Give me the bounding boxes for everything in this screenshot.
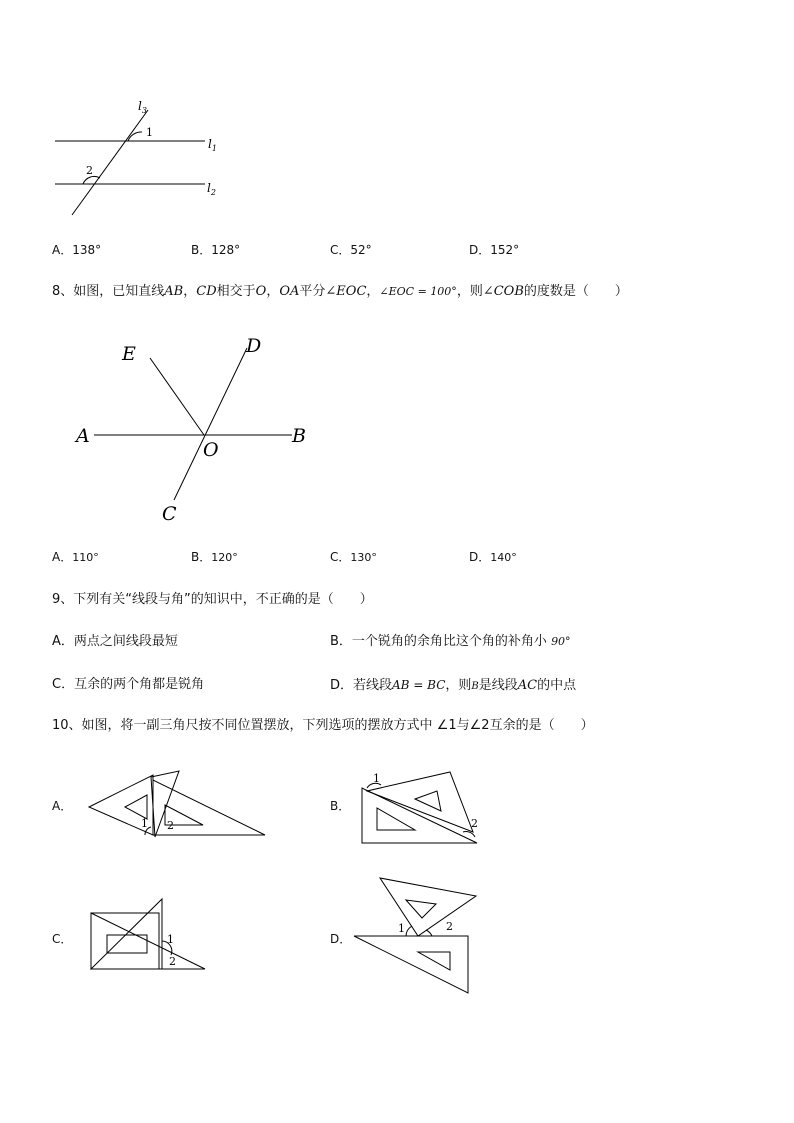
triangle-ruler-30-60 <box>91 913 205 969</box>
triangle-ruler-45 <box>91 899 162 969</box>
label-1: 1 <box>373 772 380 785</box>
label-angle-2: 2 <box>86 164 93 177</box>
triangle-ruler-lower <box>354 936 468 993</box>
label-1: 1 <box>398 922 405 935</box>
q10-option-d-figure[interactable] <box>350 872 480 997</box>
q7-figure <box>50 98 230 218</box>
label-B: B <box>292 425 306 447</box>
q10-option-d-label[interactable]: D． <box>330 932 352 946</box>
label-1: 1 <box>167 933 174 946</box>
label-2: 2 <box>167 819 174 832</box>
q10-option-c-figure[interactable] <box>85 895 215 975</box>
q8-option-d[interactable]: D．140° <box>469 550 517 564</box>
q7-option-a[interactable]: A．138° <box>52 243 102 257</box>
label-2: 2 <box>446 920 453 933</box>
q8-option-a[interactable]: A．110° <box>52 550 99 564</box>
label-angle-1: 1 <box>146 126 153 139</box>
q10-option-a-label[interactable]: A． <box>52 799 73 813</box>
label-2: 2 <box>169 955 176 968</box>
q8-figure <box>70 330 330 530</box>
q9-option-a[interactable]: A．两点之间线段最短 <box>52 634 178 649</box>
triangle-ruler-45-hole <box>377 808 415 830</box>
label-A: A <box>76 425 90 447</box>
label-l3: $l_3$ <box>138 99 147 115</box>
angle-2-arc <box>426 930 432 936</box>
q7-option-c[interactable]: C．52° <box>330 243 372 257</box>
triangle-ruler-30-60-hole <box>415 791 441 811</box>
angle-1-arc <box>128 132 142 141</box>
label-l1: $l_1$ <box>208 137 217 153</box>
q9-option-c[interactable]: C．互余的两个角都是锐角 <box>52 677 205 692</box>
triangle-ruler-upper <box>380 878 476 936</box>
q8-option-b[interactable]: B．120° <box>191 550 238 564</box>
label-1: 1 <box>141 817 148 830</box>
angle-1-arc <box>406 926 412 936</box>
label-l2: $l_2$ <box>207 181 216 197</box>
q9-option-b[interactable]: B．一个锐角的余角比这个角的补角小 90° <box>330 634 571 649</box>
triangle-ruler-lower-hole <box>418 952 450 970</box>
q8-stem: 8、如图，已知直线AB，CD相交于O，OA平分∠EOC，∠EOC = 100°，则∠COB的度数是（ ） <box>52 284 628 299</box>
triangle-ruler-30-60-hole <box>125 795 147 819</box>
label-2: 2 <box>471 817 478 830</box>
q10-option-a-figure[interactable] <box>85 765 275 845</box>
q8-option-c[interactable]: C．130° <box>330 550 377 564</box>
q10-option-b-figure[interactable] <box>355 765 495 850</box>
line-cd <box>174 348 247 500</box>
q7-option-d[interactable]: D．152° <box>469 243 520 257</box>
label-E: E <box>122 343 136 365</box>
ray-oe <box>150 358 204 435</box>
line-l3 <box>72 110 148 215</box>
label-D: D <box>246 335 262 357</box>
q10-option-c-label[interactable]: C． <box>52 932 73 946</box>
q7-option-b[interactable]: B．128° <box>191 243 241 257</box>
q9-option-d[interactable]: D．若线段AB = BC，则B是线段AC的中点 <box>330 678 577 693</box>
label-C: C <box>162 503 177 525</box>
q10-option-b-label[interactable]: B． <box>330 799 351 813</box>
label-O: O <box>203 439 219 461</box>
triangle-ruler-30-60 <box>367 772 473 832</box>
q9-stem: 9、下列有关“线段与角”的知识中，不正确的是（ ） <box>52 592 373 607</box>
q10-stem: 10、如图，将一副三角尺按不同位置摆放，下列选项的摆放方式中 ∠1与∠2互余的是（ ） <box>52 718 594 733</box>
triangle-ruler-upper-hole <box>406 900 436 918</box>
